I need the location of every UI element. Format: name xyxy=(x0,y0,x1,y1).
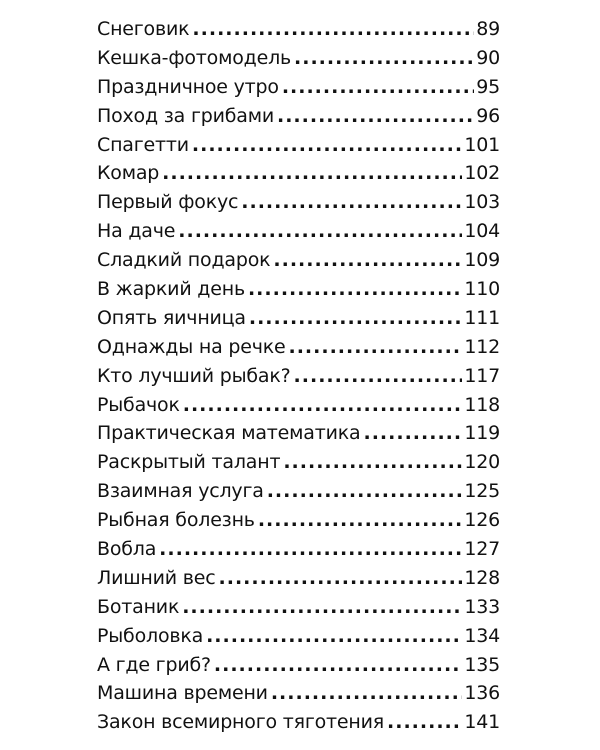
toc-entry-title: Снеговик xyxy=(97,18,190,40)
toc-entry xyxy=(97,131,500,160)
toc-entry-title: Машина времени xyxy=(97,682,268,705)
toc-entry-page: 90 xyxy=(476,46,500,69)
toc-dot-leader xyxy=(214,651,462,680)
toc-entry-page: 109 xyxy=(464,249,500,272)
toc-entry-title: Сладкий подарок xyxy=(97,249,271,272)
toc-entry-title: Кешка-фотомодель xyxy=(97,46,292,69)
toc-entry-page: 125 xyxy=(464,480,500,503)
toc-entry-title: Рыбная болезнь xyxy=(97,509,255,532)
toc-entry xyxy=(97,304,500,333)
toc-entry-title: А где гриб? xyxy=(97,653,211,676)
toc-dot-leader xyxy=(267,477,463,506)
toc-entry-title: Кто лучший рыбак? xyxy=(97,364,291,387)
toc-entry xyxy=(97,246,500,275)
toc-entry-title: Практическая математика xyxy=(97,422,361,445)
toc-entry-title: Ботаник xyxy=(97,595,180,618)
toc-entry-title: Лишний вес xyxy=(97,566,216,589)
toc-entry-page: 133 xyxy=(464,595,500,618)
toc-entry xyxy=(97,333,500,362)
toc-entry xyxy=(97,564,500,593)
toc-dot-leader xyxy=(273,246,462,275)
toc-entry-page: 136 xyxy=(464,682,500,705)
toc-entry-title: Вобла xyxy=(97,538,157,561)
toc-entry-title: Праздничное утро xyxy=(97,75,279,98)
toc-entry-title: На даче xyxy=(97,220,176,243)
toc-dot-leader xyxy=(294,362,463,391)
toc-dot-leader xyxy=(363,419,462,448)
toc-entry-title: Рыбачок xyxy=(97,393,180,416)
toc-entry-title: Спагетти xyxy=(97,133,189,156)
toc-entry-page: 118 xyxy=(464,393,500,416)
toc-entry xyxy=(97,73,500,102)
toc-entry-page: 134 xyxy=(464,624,500,647)
toc-dot-leader xyxy=(178,217,462,246)
toc-dot-leader xyxy=(258,506,463,535)
toc-entry-title: Однажды на речке xyxy=(97,335,286,358)
toc-entry xyxy=(97,102,500,131)
toc-entry xyxy=(97,391,500,420)
toc-entry-title: Поход за грибами xyxy=(97,104,274,127)
toc-entry xyxy=(97,217,500,246)
toc-entry-page: 120 xyxy=(464,451,500,474)
toc-entry xyxy=(97,188,500,217)
toc-dot-leader xyxy=(192,131,462,160)
toc-dot-leader xyxy=(283,448,462,477)
toc-entry-title: В жаркий день xyxy=(97,278,245,301)
toc-entry-page: 96 xyxy=(476,104,500,127)
toc-entry-page: 110 xyxy=(464,278,500,301)
toc-entry-page: 117 xyxy=(464,364,500,387)
toc-entry-title: Раскрытый талант xyxy=(97,451,281,474)
toc-dot-leader xyxy=(282,73,474,102)
toc-entry xyxy=(97,419,500,448)
toc-dot-leader xyxy=(219,564,463,593)
toc-dot-leader xyxy=(162,159,462,188)
toc-dot-leader xyxy=(248,275,462,304)
toc-entry xyxy=(97,44,500,73)
toc-dot-leader xyxy=(206,622,462,651)
table-of-contents xyxy=(97,15,500,737)
toc-dot-leader xyxy=(294,44,474,73)
toc-entry xyxy=(97,448,500,477)
toc-entry xyxy=(97,535,500,564)
toc-entry-title: Взаимная услуга xyxy=(97,480,264,503)
toc-entry-page: 101 xyxy=(464,133,500,156)
toc-entry-page: 95 xyxy=(476,75,500,98)
toc-entry xyxy=(97,477,500,506)
toc-entry xyxy=(97,622,500,651)
toc-entry-title: Комар xyxy=(97,162,160,185)
toc-dot-leader xyxy=(159,535,462,564)
toc-entry xyxy=(97,593,500,622)
toc-entry-page: 104 xyxy=(464,220,500,243)
toc-entry xyxy=(97,275,500,304)
toc-dot-leader xyxy=(277,102,474,131)
toc-entry xyxy=(97,651,500,680)
toc-entry xyxy=(97,362,500,391)
toc-entry-page: 119 xyxy=(464,422,500,445)
toc-dot-leader xyxy=(192,15,474,44)
toc-entry-page: 128 xyxy=(464,566,500,589)
toc-entry-page: 127 xyxy=(464,538,500,561)
toc-entry-page: 111 xyxy=(464,306,500,329)
toc-entry xyxy=(97,708,500,737)
toc-entry-title: Опять яичница xyxy=(97,306,246,329)
toc-entry xyxy=(97,15,500,44)
toc-entry-page: 103 xyxy=(464,191,500,214)
toc-dot-leader xyxy=(183,391,463,420)
toc-dot-leader xyxy=(387,708,462,737)
toc-entry-page: 126 xyxy=(464,509,500,532)
toc-entry-page: 89 xyxy=(476,18,500,40)
toc-dot-leader xyxy=(182,593,462,622)
toc-entry xyxy=(97,506,500,535)
toc-entry-page: 102 xyxy=(464,162,500,185)
toc-entry-page: 141 xyxy=(464,711,500,734)
toc-entry xyxy=(97,679,500,708)
toc-entry-title: Закон всемирного тяготения xyxy=(97,711,385,734)
toc-dot-leader xyxy=(241,188,462,217)
toc-entry-title: Первый фокус xyxy=(97,191,239,214)
toc-dot-leader xyxy=(271,679,463,708)
toc-entry-title: Рыболовка xyxy=(97,624,204,647)
toc-dot-leader xyxy=(289,333,463,362)
toc-entry-page: 112 xyxy=(464,335,500,358)
toc-entry xyxy=(97,159,500,188)
toc-dot-leader xyxy=(249,304,462,333)
toc-entry-page: 135 xyxy=(464,653,500,676)
